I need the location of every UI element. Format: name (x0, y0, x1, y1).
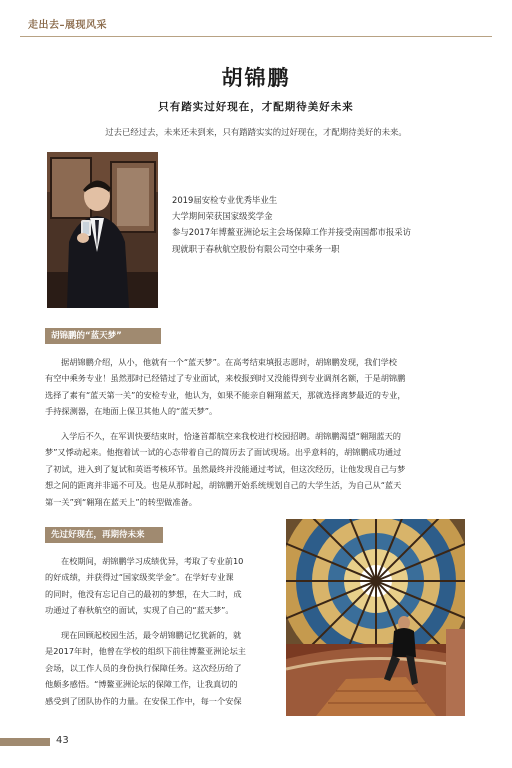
paragraph (45, 354, 465, 420)
text-line: 在校期间，胡锦鹏学习成绩优异，考取了专业前10 (61, 556, 244, 566)
text-line: 他颇多感悟。“博鳌亚洲论坛的保障工作，让我真切的 (45, 679, 238, 690)
bio-item: 参与2017年博鳌亚洲论坛主会场保障工作并接受南国都市报采访 (172, 227, 412, 238)
text-line: 功通过了春秋航空的面试，实现了自己的“蓝天梦”。 (45, 605, 234, 616)
text-line: 现在回顾起校园生活，最令胡锦鹏记忆犹新的，就 (61, 630, 242, 640)
section-heading-live-present: 先过好现在，再期待未来 (45, 527, 163, 543)
text-line: 感受到了团队协作的力量。在安保工作中，每一个安保 (45, 695, 242, 706)
text-line: 了初试，进入到了复试和英语考核环节。虽然最终并没能通过考试，但这次经历，让他发现自己与梦 (45, 463, 406, 474)
bio-item: 大学期间荣获国家级奖学金 (172, 211, 273, 222)
bio-item: 2019届安检专业优秀毕业生 (172, 195, 278, 205)
text-line: 选择了素有“蓝天第一关”的安检专业，他认为，如果不能亲自翱翔蓝天，那就选择离梦最近的专业， (45, 389, 406, 400)
text-line: 有空中乘务专业！虽然那时已经错过了专业面试，来校报到时又没能得到专业调剂名额，于是胡锦鹏 (45, 373, 406, 384)
text-line: 想之间的距离并非遥不可及。也是从那时起，胡锦鹏开始系统规划自己的大学生活，为自己从“蓝天 (45, 480, 402, 491)
text-line: 手持探测器，在地面上保卫其他人的“蓝天梦”。 (45, 406, 218, 417)
bio-list (172, 192, 411, 257)
portrait-photo (47, 152, 158, 308)
paragraph (45, 553, 277, 619)
text-line: 第一关”到“翱翔在蓝天上”的转型做准备。 (45, 496, 197, 507)
text-line: 会场，以工作人员的身份执行保障任务。这次经历给了 (45, 662, 242, 673)
text-line: 的同时，他没有忘记自己的最初的梦想，在大二时，成 (45, 588, 242, 599)
article-title: 胡锦鹏 (221, 66, 291, 90)
page-number: 43 (56, 735, 69, 746)
footer-bar (0, 738, 50, 746)
article-subtitle: 只有踏实过好现在，才配期待美好未来 (158, 101, 354, 113)
paragraph (45, 627, 277, 709)
bio-item: 现就职于春秋航空股份有限公司空中乘务一职 (172, 243, 340, 254)
section-header: 走出去–展现风采 (28, 20, 107, 31)
text-line: 梦”又悸动起来。他抱着试一试的心态带着自己的简历去了面试现场。出乎意料的，胡锦鹏成功通过 (45, 447, 402, 458)
text-line: 是2017年时，他曾在学校的组织下前往博鳌亚洲论坛主 (45, 646, 246, 657)
paragraph (45, 428, 465, 510)
section-heading-blue-sky-dream: 胡锦鹏的“蓝天梦” (45, 328, 161, 344)
header-divider (20, 36, 492, 37)
article-quote: 过去已经过去，未来还未到来，只有踏踏实实的过好现在，才配期待美好的未来。 (105, 127, 407, 137)
text-line: 据胡锦鹏介绍，从小，他就有一个“蓝天梦”。在高考结束填报志愿时，胡锦鹏发现，我们学校 (61, 357, 397, 367)
text-line: 的好成绩，并获得过“国家级奖学金”。在学好专业课 (45, 572, 234, 583)
text-line: 入学后不久，在军训快要结束时，恰逢首都航空来我校进行校园招聘。胡锦鹏渴望“翱翔蓝天的 (61, 431, 401, 441)
dome-photo (286, 519, 465, 716)
